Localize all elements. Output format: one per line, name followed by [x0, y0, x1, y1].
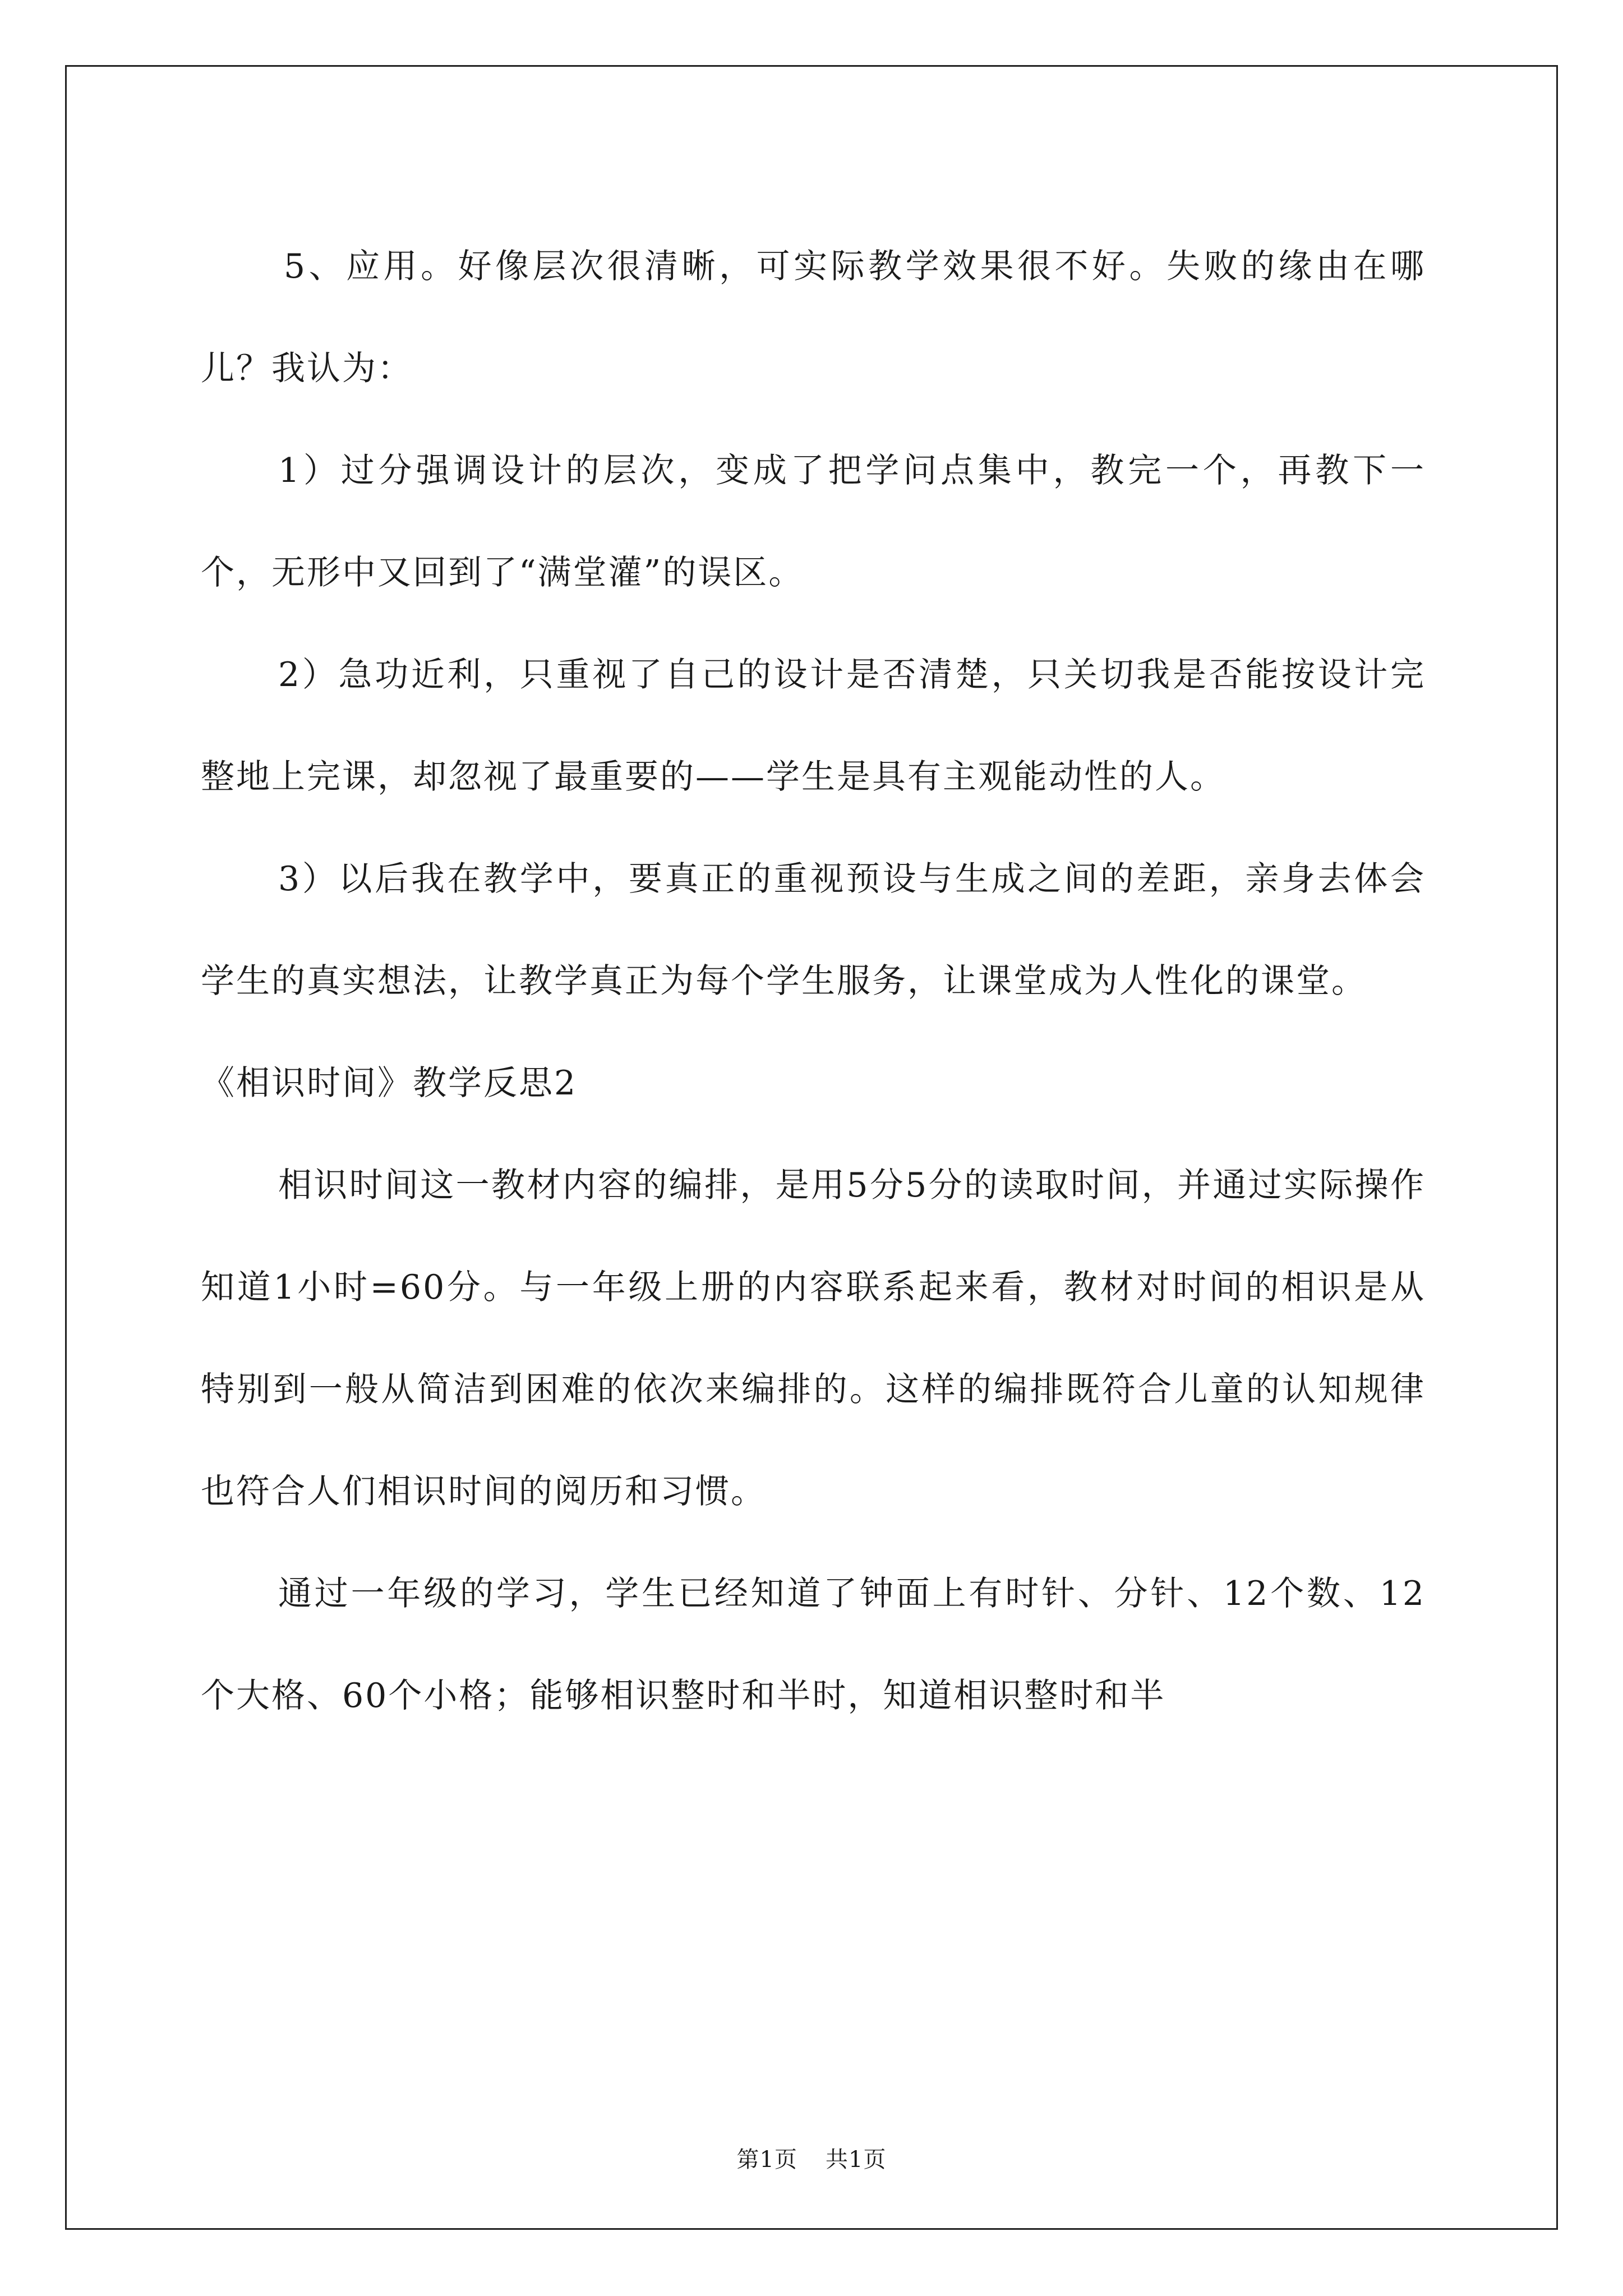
paragraph-application: 5、应用。好像层次很清晰，可实际教学效果很不好。失败的缘由在哪儿？我认为： [201, 247, 1426, 388]
paragraph-point-2: 2）急功近利，只重视了自己的设计是否清楚，只关切我是否能按设计完整地上完课，却忽视了最重要的——学生是具有主观能动性的人。 [201, 655, 1426, 797]
document-body [201, 215, 1426, 1747]
paragraph-prior-learning: 通过一年级的学习，学生已经知道了钟面上有时针、分针、12个数、12个大格、60个小格；能够相识整时和半时，知道相识整时和半 [201, 1574, 1426, 1715]
page-footer [0, 2142, 1623, 2174]
paragraph-point-3: 3）以后我在教学中，要真正的重视预设与生成之间的差距，亲身去体会学生的真实想法，让教学真正为每个学生服务，让课堂成为人性化的课堂。 [201, 859, 1426, 1001]
page-number: 第1页 [736, 2147, 797, 2173]
section-heading: 《相识时间》教学反思2 [201, 1064, 578, 1103]
paragraph-curriculum: 相识时间这一教材内容的编排，是用5分5分的读取时间，并通过实际操作知道1小时=60分。与一年级上册的内容联系起来看，教材对时间的相识是从特别到一般从简洁到困难的依次来编排的。这样的编排既符合儿童的认知规律也符合人们相识时间的阅历和习惯。 [201, 1166, 1426, 1511]
page-total: 共1页 [826, 2147, 887, 2173]
paragraph-point-1: 1）过分强调设计的层次，变成了把学问点集中，教完一个，再教下一个，无形中又回到了“满堂灌”的误区。 [201, 451, 1426, 592]
